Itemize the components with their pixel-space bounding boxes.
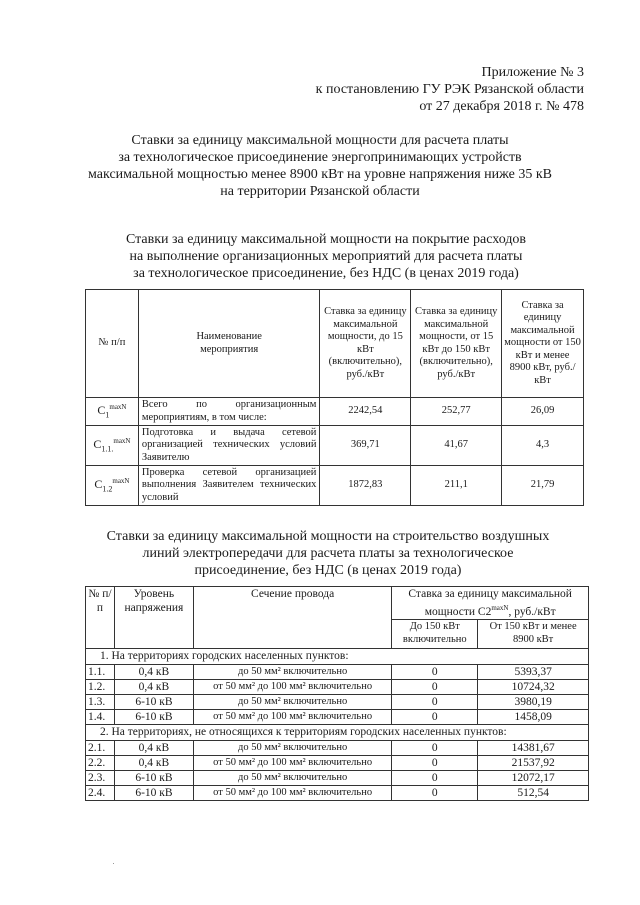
- org-measures-table: [85, 289, 584, 506]
- row-voltage: 6-10 кВ: [114, 785, 193, 800]
- row-value: 41,67: [411, 426, 502, 466]
- row-voltage: 6-10 кВ: [114, 709, 193, 724]
- table-row: [86, 466, 584, 506]
- main-title-line: за технологическое присоединение энергопринимающих устройств: [118, 150, 522, 165]
- row-code: $C_{1.2}^{maxN}$: [86, 466, 139, 506]
- table2-title-line: присоединение, без НДС (в ценах 2019 года): [194, 563, 462, 578]
- table1-title-line: Ставки за единицу максимальной мощности на покрытие расходов: [125, 232, 527, 247]
- row-value-150-8900: 14381,67: [478, 740, 589, 755]
- table-row: [86, 426, 584, 466]
- row-num: 2.1.: [86, 740, 115, 755]
- row-num: 1.3.: [86, 694, 115, 709]
- row-value-up-to-150: 0: [392, 770, 478, 785]
- group-label: 2. На территориях, не относящихся к территориям городских населенных пунктов:: [86, 724, 589, 740]
- header-up-to-150: До 150 кВт включительно: [392, 619, 478, 648]
- row-num: 1.4.: [86, 709, 115, 724]
- row-value-up-to-150: 0: [392, 664, 478, 679]
- table2-title-line: линий электропередачи для расчета платы за технологическое: [142, 546, 514, 561]
- row-section: от 50 мм² до 100 мм² включительно: [193, 679, 391, 694]
- row-value: 4,3: [502, 426, 584, 466]
- row-name: Проверка сетевой организацией выполнения Заявителем технических условий: [138, 466, 320, 506]
- table-row: [86, 755, 589, 770]
- row-num: 2.4.: [86, 785, 115, 800]
- header-num: № п/п: [86, 587, 115, 649]
- row-value-up-to-150: 0: [392, 694, 478, 709]
- table-header-row: [86, 587, 589, 620]
- row-value: 211,1: [411, 466, 502, 506]
- main-title: [0, 132, 640, 200]
- row-section: от 50 мм² до 100 мм² включительно: [193, 785, 391, 800]
- appendix-header: [316, 64, 584, 115]
- row-voltage: 0,4 кВ: [114, 755, 193, 770]
- row-voltage: 0,4 кВ: [114, 664, 193, 679]
- table-row: [86, 785, 589, 800]
- table-header-row: [86, 290, 584, 398]
- header-rate-150-8900: Ставка за единицу максимальной мощности от 150 кВт и менее 8900 кВт, руб./кВт: [502, 290, 584, 398]
- group-row: [86, 724, 589, 740]
- row-section: от 50 мм² до 100 мм² включительно: [193, 755, 391, 770]
- row-value-up-to-150: 0: [392, 785, 478, 800]
- row-section: до 50 мм² включительно: [193, 664, 391, 679]
- header-voltage: Уровень напряжения: [114, 587, 193, 649]
- row-num: 2.2.: [86, 755, 115, 770]
- row-num: 1.2.: [86, 679, 115, 694]
- table2-title-line: Ставки за единицу максимальной мощности на строительство воздушных: [106, 529, 550, 544]
- appendix-date: от 27 декабря 2018 г. № 478: [419, 99, 584, 114]
- row-value-150-8900: 10724,32: [478, 679, 589, 694]
- row-name: Всего по организационным мероприятиям, в том числе:: [138, 398, 320, 426]
- row-value-up-to-150: 0: [392, 755, 478, 770]
- row-value-150-8900: 12072,17: [478, 770, 589, 785]
- row-value-150-8900: 512,54: [478, 785, 589, 800]
- row-value-up-to-150: 0: [392, 740, 478, 755]
- appendix-number: Приложение № 3: [481, 65, 584, 80]
- header-rate-15-150: Ставка за единицу максимальной мощности, от 15 кВт до 150 кВт (включительно), руб./кВт: [411, 290, 502, 398]
- row-value: 252,77: [411, 398, 502, 426]
- row-value: 2242,54: [320, 398, 411, 426]
- main-title-line: максимальной мощностью менее 8900 кВт на уровне напряжения ниже 35 кВ: [88, 167, 552, 182]
- row-voltage: 6-10 кВ: [114, 770, 193, 785]
- header-name: Наименование мероприятия: [138, 290, 320, 398]
- row-value: 26,09: [502, 398, 584, 426]
- table1-title-line: на выполнение организационных мероприятий для расчета платы: [129, 249, 523, 264]
- scan-speck: [113, 863, 114, 864]
- table-row: [86, 664, 589, 679]
- table-row: [86, 770, 589, 785]
- row-value: 21,79: [502, 466, 584, 506]
- row-voltage: 0,4 кВ: [114, 679, 193, 694]
- row-value-150-8900: 1458,09: [478, 709, 589, 724]
- group-row: [86, 648, 589, 664]
- table-row: [86, 740, 589, 755]
- table1-title-line: за технологическое присоединение, без НДС (в ценах 2019 года): [133, 266, 519, 281]
- row-section: до 50 мм² включительно: [193, 740, 391, 755]
- row-name: Подготовка и выдача сетевой организацией технических условий Заявителю: [138, 426, 320, 466]
- main-title-line: Ставки за единицу максимальной мощности для расчета платы: [131, 133, 509, 148]
- row-code: $C_1^{maxN}$: [86, 398, 139, 426]
- table-row: [86, 694, 589, 709]
- row-value-up-to-150: 0: [392, 709, 478, 724]
- row-value-150-8900: 21537,92: [478, 755, 589, 770]
- appendix-resolution: к постановлению ГУ РЭК Рязанской области: [315, 82, 584, 97]
- row-voltage: 0,4 кВ: [114, 740, 193, 755]
- row-code: $C_{1.1.}^{maxN}$: [86, 426, 139, 466]
- table2-title: [8, 528, 640, 579]
- row-value-150-8900: 3980,19: [478, 694, 589, 709]
- row-value-150-8900: 5393,37: [478, 664, 589, 679]
- header-num: № п/п: [86, 290, 139, 398]
- header-150-8900: От 150 кВт и менее 8900 кВт: [478, 619, 589, 648]
- table1-title: [6, 231, 640, 282]
- overhead-lines-table: [85, 586, 589, 801]
- table-row: [86, 679, 589, 694]
- row-num: 1.1.: [86, 664, 115, 679]
- row-num: 2.3.: [86, 770, 115, 785]
- group-label: 1. На территориях городских населенных пунктов:: [86, 648, 589, 664]
- main-title-line: на территории Рязанской области: [220, 184, 420, 199]
- header-rate: Ставка за единицу максимальной мощности $С2^{maxN}$, руб./кВт: [392, 587, 589, 620]
- row-value-up-to-150: 0: [392, 679, 478, 694]
- row-voltage: 6-10 кВ: [114, 694, 193, 709]
- table-row: [86, 709, 589, 724]
- header-rate-up-to-15: Ставка за единицу максимальной мощности, до 15 кВт (включительно), руб./кВт: [320, 290, 411, 398]
- row-value: 1872,83: [320, 466, 411, 506]
- row-section: от 50 мм² до 100 мм² включительно: [193, 709, 391, 724]
- table-row: [86, 398, 584, 426]
- row-section: до 50 мм² включительно: [193, 694, 391, 709]
- row-section: до 50 мм² включительно: [193, 770, 391, 785]
- row-value: 369,71: [320, 426, 411, 466]
- header-section: Сечение провода: [193, 587, 391, 649]
